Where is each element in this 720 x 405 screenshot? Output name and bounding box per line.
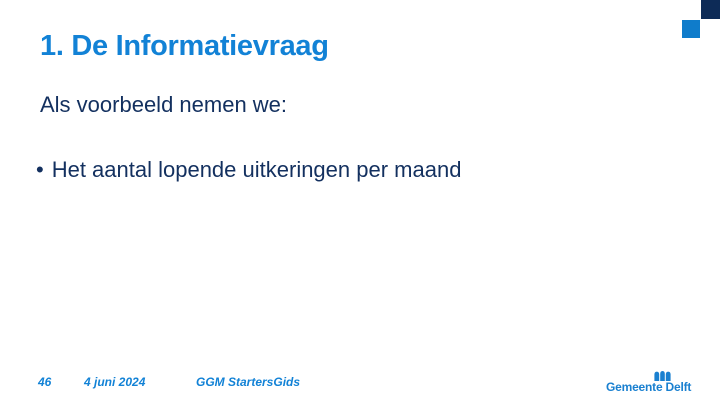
footer-doc-title: GGM StartersGids [196, 375, 301, 389]
slide-title: 1. De Informatievraag [40, 30, 329, 62]
corner-decoration-dark-square [701, 0, 720, 19]
logo-text: Gemeente Delft [606, 380, 692, 394]
gemeente-delft-logo [606, 367, 692, 395]
corner-decoration-blue-square [682, 20, 700, 38]
bullet-marker: • [36, 157, 44, 182]
intro-text: Als voorbeeld nemen we: [40, 92, 288, 117]
bullet-item [36, 157, 461, 183]
footer-date: 4 juni 2024 [84, 375, 146, 389]
bullet-text: Het aantal lopende uitkeringen per maand [51, 157, 462, 182]
page-number: 46 [38, 375, 52, 389]
delft-wave-icon [654, 368, 671, 379]
